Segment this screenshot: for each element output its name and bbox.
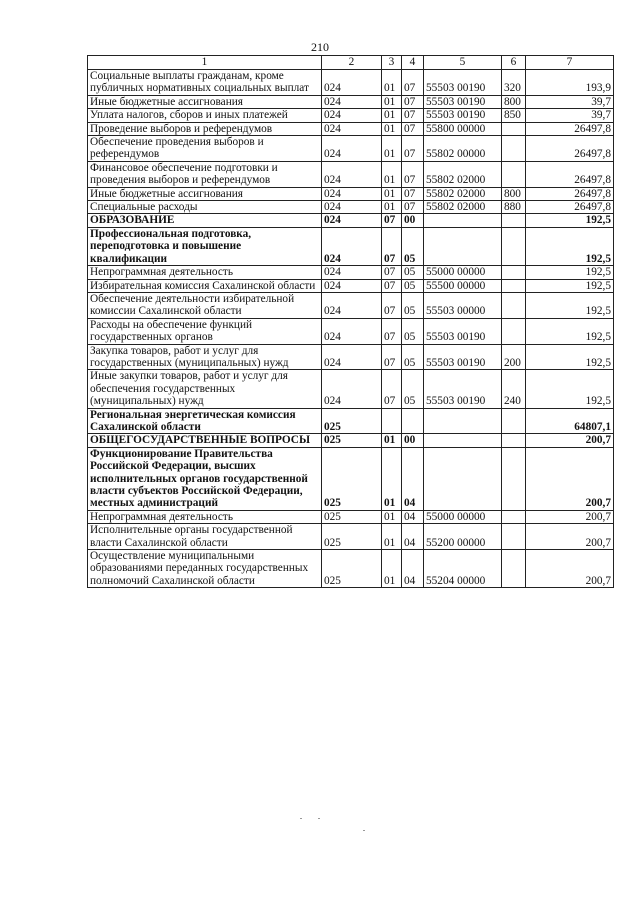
row-code-cell: 05 xyxy=(402,266,424,279)
row-code-cell: 04 xyxy=(402,510,424,523)
row-code-cell: 07 xyxy=(382,214,402,227)
header-cell-3: 3 xyxy=(382,56,402,70)
table-row xyxy=(88,136,614,162)
row-name-cell: Закупка товаров, работ и услуг для государственных (муниципальных) нужд xyxy=(88,344,322,370)
row-name-cell: Социальные выплаты гражданам, кроме публичных нормативных социальных выплат xyxy=(88,70,322,96)
row-code-cell: 07 xyxy=(382,344,402,370)
row-code-cell: 200 xyxy=(502,344,526,370)
row-code-cell: 05 xyxy=(402,318,424,344)
row-amount-cell: 200,7 xyxy=(526,434,614,447)
row-amount-cell: 192,5 xyxy=(526,227,614,265)
row-amount-cell: 26497,8 xyxy=(526,201,614,214)
scan-speck xyxy=(363,830,365,831)
row-code-cell: 55503 00190 xyxy=(424,370,502,408)
row-amount-cell: 26497,8 xyxy=(526,161,614,187)
table-row xyxy=(88,122,614,135)
row-amount-cell: 192,5 xyxy=(526,266,614,279)
header-cell-5: 5 xyxy=(424,56,502,70)
table-row xyxy=(88,70,614,96)
row-code-cell xyxy=(502,136,526,162)
table-row xyxy=(88,292,614,318)
row-name-cell: Иные закупки товаров, работ и услуг для обеспечения государственных (муниципальных) нужд xyxy=(88,370,322,408)
row-code-cell: 55000 00000 xyxy=(424,510,502,523)
row-code-cell xyxy=(424,227,502,265)
row-code-cell xyxy=(502,550,526,588)
row-code-cell: 55802 02000 xyxy=(424,201,502,214)
row-amount-cell: 26497,8 xyxy=(526,187,614,200)
row-code-cell: 00 xyxy=(402,214,424,227)
row-code-cell: 07 xyxy=(382,370,402,408)
row-name-cell: Расходы на обеспечение функций государственных органов xyxy=(88,318,322,344)
table-row xyxy=(88,318,614,344)
row-amount-cell: 192,5 xyxy=(526,318,614,344)
row-code-cell: 01 xyxy=(382,524,402,550)
row-code-cell: 01 xyxy=(382,510,402,523)
row-code-cell: 024 xyxy=(322,95,382,108)
row-code-cell xyxy=(424,408,502,434)
table-row xyxy=(88,187,614,200)
row-name-cell: Непрограммная деятельность xyxy=(88,510,322,523)
row-amount-cell: 200,7 xyxy=(526,524,614,550)
row-name-cell: Обеспечение проведения выборов и референдумов xyxy=(88,136,322,162)
row-code-cell: 00 xyxy=(402,434,424,447)
header-cell-4: 4 xyxy=(402,56,424,70)
table-row xyxy=(88,550,614,588)
table-row xyxy=(88,109,614,122)
row-code-cell: 07 xyxy=(402,136,424,162)
row-name-cell: Исполнительные органы государственной власти Сахалинской области xyxy=(88,524,322,550)
row-name-cell: Финансовое обеспечение подготовки и проведения выборов и референдумов xyxy=(88,161,322,187)
header-cell-6: 6 xyxy=(502,56,526,70)
row-code-cell: 01 xyxy=(382,122,402,135)
row-amount-cell: 26497,8 xyxy=(526,122,614,135)
row-code-cell: 024 xyxy=(322,344,382,370)
row-code-cell: 07 xyxy=(402,95,424,108)
row-code-cell xyxy=(424,214,502,227)
row-name-cell: Специальные расходы xyxy=(88,201,322,214)
page-number: 210 xyxy=(311,40,329,54)
row-code-cell: 01 xyxy=(382,550,402,588)
row-code-cell: 04 xyxy=(402,550,424,588)
table-row xyxy=(88,227,614,265)
row-name-cell: Непрограммная деятельность xyxy=(88,266,322,279)
row-code-cell xyxy=(502,266,526,279)
row-code-cell: 800 xyxy=(502,187,526,200)
row-amount-cell: 192,5 xyxy=(526,292,614,318)
row-code-cell: 024 xyxy=(322,279,382,292)
row-code-cell: 05 xyxy=(402,292,424,318)
table-row xyxy=(88,95,614,108)
row-code-cell: 04 xyxy=(402,447,424,510)
row-code-cell xyxy=(502,122,526,135)
row-amount-cell: 200,7 xyxy=(526,550,614,588)
row-code-cell: 04 xyxy=(402,524,424,550)
row-code-cell: 025 xyxy=(322,408,382,434)
row-code-cell: 07 xyxy=(402,201,424,214)
row-code-cell xyxy=(502,524,526,550)
row-code-cell: 07 xyxy=(402,187,424,200)
row-code-cell: 01 xyxy=(382,136,402,162)
row-code-cell: 01 xyxy=(382,70,402,96)
row-code-cell: 850 xyxy=(502,109,526,122)
table-row xyxy=(88,408,614,434)
row-name-cell: Осуществление муниципальными образованиями переданных государственных полномочий Сахалинской области xyxy=(88,550,322,588)
row-code-cell: 55503 00190 xyxy=(424,318,502,344)
row-amount-cell: 64807,1 xyxy=(526,408,614,434)
row-amount-cell: 26497,8 xyxy=(526,136,614,162)
row-name-cell: Проведение выборов и референдумов xyxy=(88,122,322,135)
row-code-cell: 01 xyxy=(382,95,402,108)
row-amount-cell: 192,5 xyxy=(526,344,614,370)
row-code-cell: 05 xyxy=(402,344,424,370)
row-code-cell: 01 xyxy=(382,201,402,214)
row-code-cell: 024 xyxy=(322,122,382,135)
row-code-cell: 07 xyxy=(402,122,424,135)
row-code-cell xyxy=(502,279,526,292)
row-code-cell: 07 xyxy=(382,292,402,318)
row-code-cell xyxy=(502,161,526,187)
row-code-cell: 07 xyxy=(382,318,402,344)
header-cell-2: 2 xyxy=(322,56,382,70)
table-row xyxy=(88,214,614,227)
row-code-cell xyxy=(502,408,526,434)
table-row xyxy=(88,161,614,187)
row-code-cell: 05 xyxy=(402,279,424,292)
row-name-cell: ОБЩЕГОСУДАРСТВЕННЫЕ ВОПРОСЫ xyxy=(88,434,322,447)
table-row xyxy=(88,279,614,292)
row-code-cell: 800 xyxy=(502,95,526,108)
row-code-cell: 07 xyxy=(382,266,402,279)
row-code-cell: 55503 00190 xyxy=(424,95,502,108)
row-name-cell: Избирательная комиссия Сахалинской области xyxy=(88,279,322,292)
row-name-cell: Обеспечение деятельности избирательной комиссии Сахалинской области xyxy=(88,292,322,318)
row-code-cell: 024 xyxy=(322,201,382,214)
row-code-cell xyxy=(502,447,526,510)
row-amount-cell: 192,5 xyxy=(526,279,614,292)
row-code-cell: 55503 00000 xyxy=(424,292,502,318)
row-code-cell: 024 xyxy=(322,227,382,265)
row-code-cell: 024 xyxy=(322,266,382,279)
row-amount-cell: 192,5 xyxy=(526,214,614,227)
row-code-cell: 025 xyxy=(322,524,382,550)
row-amount-cell: 39,7 xyxy=(526,95,614,108)
row-code-cell: 024 xyxy=(322,109,382,122)
row-code-cell: 55000 00000 xyxy=(424,266,502,279)
table-row xyxy=(88,434,614,447)
table-row xyxy=(88,344,614,370)
row-code-cell: 880 xyxy=(502,201,526,214)
row-code-cell xyxy=(424,434,502,447)
table-row xyxy=(88,370,614,408)
row-code-cell: 024 xyxy=(322,214,382,227)
row-code-cell xyxy=(502,510,526,523)
header-cell-7: 7 xyxy=(526,56,614,70)
header-row xyxy=(88,56,614,70)
row-code-cell: 07 xyxy=(402,109,424,122)
row-code-cell xyxy=(502,434,526,447)
row-name-cell: Региональная энергетическая комиссия Сахалинской области xyxy=(88,408,322,434)
header-cell-1: 1 xyxy=(88,56,322,70)
row-name-cell: Иные бюджетные ассигнования xyxy=(88,95,322,108)
row-code-cell: 01 xyxy=(382,187,402,200)
row-code-cell: 024 xyxy=(322,70,382,96)
row-amount-cell: 39,7 xyxy=(526,109,614,122)
row-code-cell: 024 xyxy=(322,318,382,344)
row-code-cell xyxy=(402,408,424,434)
row-code-cell: 01 xyxy=(382,434,402,447)
row-code-cell: 55503 00190 xyxy=(424,70,502,96)
row-code-cell: 55500 00000 xyxy=(424,279,502,292)
table-row xyxy=(88,524,614,550)
row-code-cell: 05 xyxy=(402,227,424,265)
row-amount-cell: 200,7 xyxy=(526,447,614,510)
row-code-cell xyxy=(502,292,526,318)
row-name-cell: Уплата налогов, сборов и иных платежей xyxy=(88,109,322,122)
table-row xyxy=(88,510,614,523)
row-code-cell: 55503 00190 xyxy=(424,344,502,370)
row-code-cell: 01 xyxy=(382,161,402,187)
row-code-cell: 05 xyxy=(402,370,424,408)
table-row xyxy=(88,201,614,214)
row-code-cell xyxy=(502,214,526,227)
row-code-cell xyxy=(382,408,402,434)
row-amount-cell: 193,9 xyxy=(526,70,614,96)
row-code-cell: 55802 02000 xyxy=(424,161,502,187)
row-code-cell: 07 xyxy=(402,161,424,187)
row-code-cell: 024 xyxy=(322,370,382,408)
row-code-cell: 07 xyxy=(402,70,424,96)
row-code-cell xyxy=(502,318,526,344)
row-code-cell xyxy=(502,227,526,265)
row-amount-cell: 200,7 xyxy=(526,510,614,523)
budget-table xyxy=(87,55,614,588)
row-code-cell: 024 xyxy=(322,161,382,187)
row-code-cell: 55802 02000 xyxy=(424,187,502,200)
table-row xyxy=(88,266,614,279)
scan-speck xyxy=(318,818,320,819)
row-code-cell: 55503 00190 xyxy=(424,109,502,122)
row-code-cell: 01 xyxy=(382,447,402,510)
scan-speck xyxy=(300,818,302,819)
row-amount-cell: 192,5 xyxy=(526,370,614,408)
table-body xyxy=(88,56,614,588)
row-code-cell: 025 xyxy=(322,434,382,447)
row-code-cell: 024 xyxy=(322,136,382,162)
row-name-cell: Иные бюджетные ассигнования xyxy=(88,187,322,200)
row-code-cell: 07 xyxy=(382,279,402,292)
row-name-cell: Профессиональная подготовка, переподготовка и повышение квалификации xyxy=(88,227,322,265)
row-code-cell: 024 xyxy=(322,292,382,318)
table-row xyxy=(88,447,614,510)
row-code-cell: 55200 00000 xyxy=(424,524,502,550)
row-name-cell: Функционирование Правительства Российской Федерации, высших исполнительных органов государственной власти субъектов Российской Федерации, местных администраций xyxy=(88,447,322,510)
row-code-cell: 01 xyxy=(382,109,402,122)
row-code-cell: 55800 00000 xyxy=(424,122,502,135)
row-code-cell: 025 xyxy=(322,510,382,523)
row-code-cell xyxy=(424,447,502,510)
row-name-cell: ОБРАЗОВАНИЕ xyxy=(88,214,322,227)
row-code-cell: 240 xyxy=(502,370,526,408)
row-code-cell: 07 xyxy=(382,227,402,265)
row-code-cell: 55802 00000 xyxy=(424,136,502,162)
row-code-cell: 55204 00000 xyxy=(424,550,502,588)
row-code-cell: 024 xyxy=(322,187,382,200)
row-code-cell: 025 xyxy=(322,447,382,510)
row-code-cell: 025 xyxy=(322,550,382,588)
row-code-cell: 320 xyxy=(502,70,526,96)
